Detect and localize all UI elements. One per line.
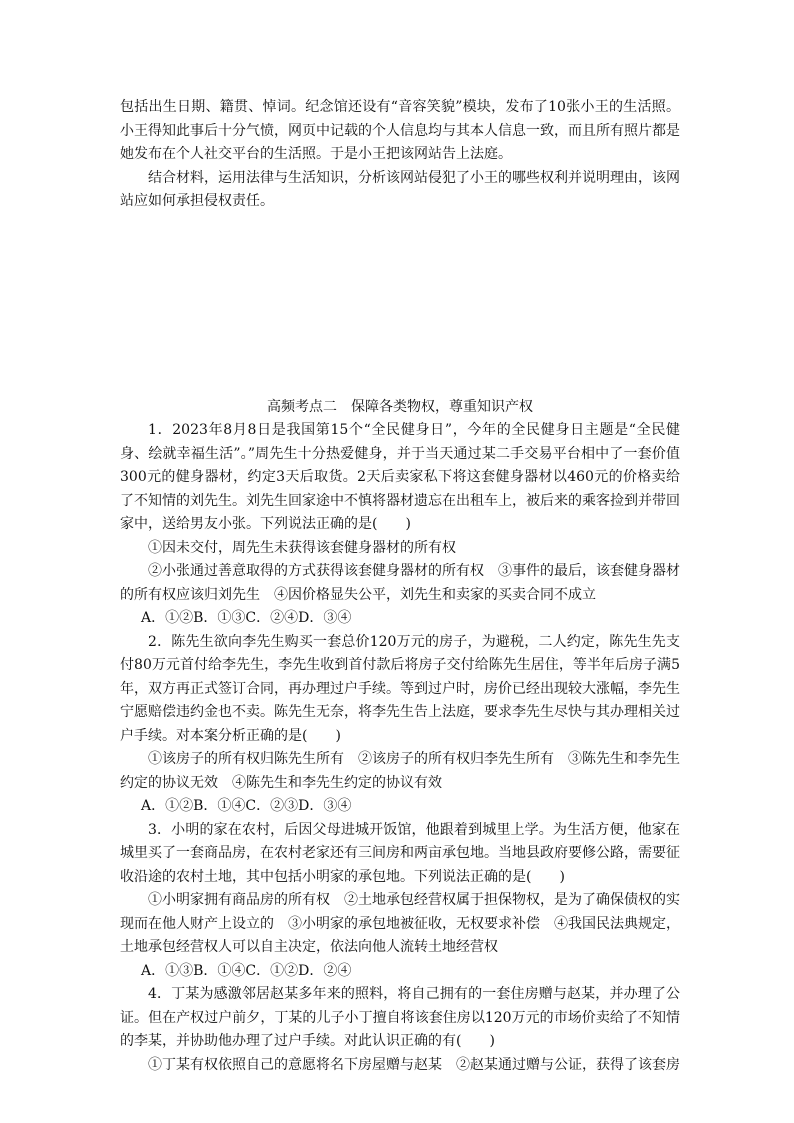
section-title: 高频考点二 保障各类物权，尊重知识产权 [267,398,533,415]
question-2-statements: ①该房子的所有权归陈先生所有 ②该房子的所有权归李先生所有 ③陈先生和李先生约定的协议无效 ④陈先生和李先生约定的协议有效 [120,751,680,791]
question-4-statements: ①丁某有权依照自己的意愿将名下房屋赠与赵某 ②赵某通过赠与公证，获得了该套房 [148,1056,680,1073]
question-2-options: A．①②B．①④C．②③D．③④ [141,798,352,814]
question-1-statements: ②小张通过善意取得的方式获得该套健身器材的所有权 ③事件的最后，该套健身器材的所有权应该归刘先生 ④因价格显失公平，刘先生和卖家的买卖合同不成立 [120,563,680,603]
question-3-statements: ①小明家拥有商品房的所有权 ②土地承包经营权属于担保物权，是为了确保债权的实现而在他人财产上设立的 ③小明家的承包地被征收，无权要求补偿 ④我国民法典规定，土地承包经营权人可以自主决定，依法向他人流转土地经营权 [120,892,680,955]
question-3-stem: 3．小明的家在农村，后因父母进城开饭馆，他跟着到城里上学。为生活方便，他家在城里买了一套商品房，在农村老家还有三间房和两亩承包地。当地县政府要修公路，需要征收沿途的农村土地，其中包括小明家的承包地。下列说法正确的是( ) [120,821,680,885]
intro-paragraph: 包括出生日期、籍贯、悼词。纪念馆还设有“音容笑貌”模块，发布了10张小王的生活照。小王得知此事后十分气愤，网页中记载的个人信息均与其本人信息一致，而且所有照片都是她发布在个人社交平台的生活照。于是小王把该网站告上法庭。 [120,99,680,162]
question-4-stem: 4．丁某为感激邻居赵某多年来的照料，将自己拥有的一套住房赠与赵某，并办理了公证。但在产权过户前夕，丁某的儿子小丁擅自将该套住房以120万元的市场价卖给了不知情的李某，并协助他办理了过户手续。对此认识正确的有( ) [120,986,680,1049]
question-1-options: A．①②B．①③C．②④D．③④ [141,610,352,626]
question-1-stem: 1．2023年8月8日是我国第15个“全民健身日”，今年的全民健身日主题是“全民健身、绘就幸福生活”。”周先生十分热爱健身，并于当天通过某二手交易平台相中了一套价值300元的健身器材，约定3天后取货。2天后卖家私下将这套健身器材以460元的价格卖给了不知情的刘先生。刘先生回家途中不慎将器材遗忘在出租车上，被后来的乘客捡到并带回家中，送给男友小张。下列说法正确的是( ) [120,422,680,532]
question-2-stem: 2．陈先生欲向李先生购买一套总价120万元的房子，为避税，二人约定，陈先生先支付80万元首付给李先生，李先生收到首付款后将房子交付给陈先生居住，等半年后房子满5年，双方再正式签订合同，再办理过户手续。等到过户时，房价已经出现较大涨幅，李先生宁愿赔偿违约金也不卖。陈先生无奈，将李先生告上法庭，要求李先生尽快与其办理相关过户手续。对本案分析正确的是( ) [120,633,680,744]
question-3-options: A．①③B．①④C．①②D．②④ [141,962,352,979]
answer-space [120,214,680,394]
document-page [120,96,680,1077]
intro-question: 结合材料，运用法律与生活知识，分析该网站侵犯了小王的哪些权利并说明理由，该网站应如何承担侵权责任。 [120,169,680,209]
question-1-statement-1: ①因未交付，周先生未获得该套健身器材的所有权 [148,539,456,556]
